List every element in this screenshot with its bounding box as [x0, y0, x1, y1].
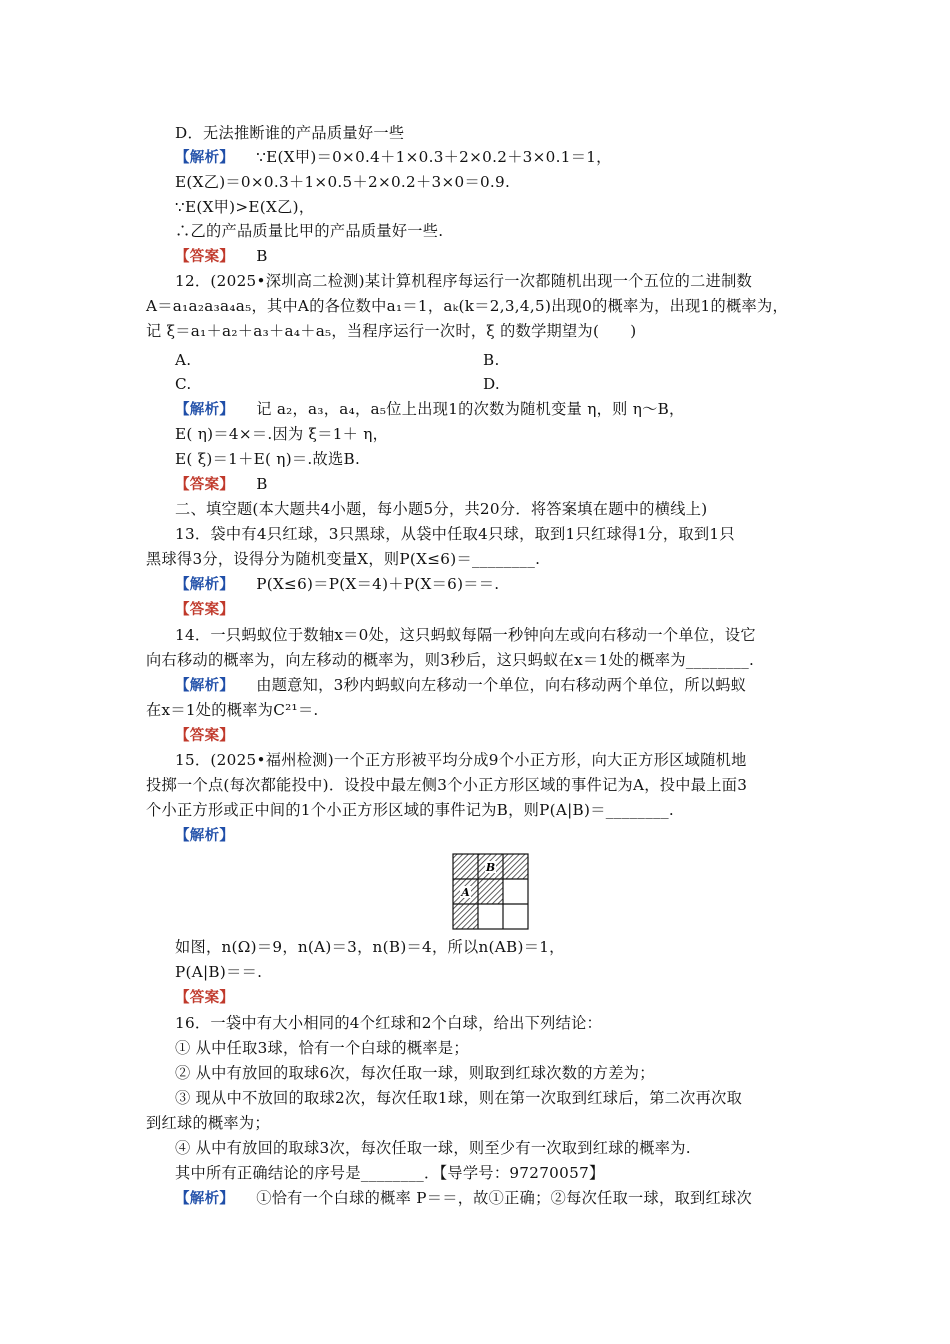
q13-line1: 13．袋中有4只红球，3只黑球，从袋中任取4只球，取到1只红球得1分，取到1只	[175, 525, 735, 543]
grid-label-a: A	[461, 886, 470, 899]
q11-solution-line1	[175, 145, 612, 170]
q12-solution-line1	[175, 397, 685, 422]
section-2-heading: 二、填空题(本大题共4小题，每小题5分，共20分．将答案填在题中的横线上)	[175, 500, 708, 518]
q12-line2: A＝a₁a₂a₃a₄a₅，其中A的各位数中a₁＝1，aₖ(k＝2,3,4,5)出现0的概率为，出现1的概率为，	[146, 297, 788, 315]
q14-solution-line1	[175, 673, 746, 698]
q16-statement-3b: 到红球的概率为；	[146, 1114, 270, 1132]
grid-cell	[453, 854, 478, 879]
solution-text: ∵E(X甲)＝0×0.4＋1×0.3＋2×0.2＋3×0.1＝1，	[256, 148, 612, 166]
answer-tag: 【答案】	[175, 728, 235, 744]
q15-solution-line1: 如图，n(Ω)＝9，n(A)＝3，n(B)＝4，所以n(AB)＝1，	[175, 938, 565, 956]
q14-line1: 14．一只蚂蚁位于数轴x＝0处，这只蚂蚁每隔一秒钟向左或向右移动一个单位，设它	[175, 626, 756, 644]
nine-square-grid-figure	[452, 853, 530, 931]
option-a: A.	[175, 351, 192, 369]
q12-line3: 记 ξ＝a₁＋a₂＋a₃＋a₄＋a₅，当程序运行一次时，ξ 的数学期望为( )	[146, 322, 637, 340]
solution-tag: 【解析】	[175, 828, 235, 844]
q16-statement-4: ④ 从中有放回的取球3次，每次任取一球，则至少有一次取到红球的概率为.	[175, 1139, 691, 1157]
q16-statement-3a: ③ 现从中不放回的取球2次，每次任取1球，则在第一次取到红球后，第二次再次取	[175, 1089, 743, 1107]
solution-tag: 【解析】	[175, 1191, 235, 1207]
solution-text: 由题意知，3秒内蚂蚁向左移动一个单位，向右移动两个单位，所以蚂蚁	[256, 676, 747, 694]
q12-options-row2	[175, 372, 192, 396]
q15-answer	[175, 985, 234, 1010]
q16-statement-1: ① 从中任取3球，恰有一个白球的概率是；	[175, 1039, 469, 1057]
q13-answer	[175, 597, 234, 622]
grid-cell	[503, 854, 528, 879]
solution-tag: 【解析】	[175, 678, 235, 694]
q14-solution-line2: 在x＝1处的概率为C²¹＝.	[146, 701, 319, 719]
answer-tag: 【答案】	[175, 477, 235, 493]
answer-tag: 【答案】	[175, 990, 235, 1006]
q14-line2: 向右移动的概率为，向左移动的概率为，则3秒后，这只蚂蚁在x＝1处的概率为________.	[146, 651, 755, 669]
q15-line1: 15．(2025•福州检测)一个正方形被平均分成9个小正方形，向大正方形区域随机地	[175, 751, 747, 769]
grid-cell	[503, 879, 528, 904]
q13-solution	[175, 572, 499, 597]
option-d: D.	[483, 375, 501, 393]
grid-cell	[478, 904, 503, 929]
q12-line1: 12．(2025•深圳高二检测)某计算机程序每运行一次都随机出现一个五位的二进制数	[175, 272, 753, 290]
grid-cell	[478, 879, 503, 904]
q11-solution-line4: ∴乙的产品质量比甲的产品质量好一些.	[175, 222, 444, 240]
option-b: B.	[483, 351, 500, 369]
solution-tag: 【解析】	[175, 402, 235, 418]
solution-text: 记 a₂，a₃，a₄，a₅位上出现1的次数为随机变量 η，则 η～B，	[256, 400, 685, 418]
answer-text: B	[256, 475, 268, 493]
q12-answer	[175, 472, 268, 497]
option-d: D．无法推断谁的产品质量好一些	[175, 124, 405, 142]
answer-tag: 【答案】	[175, 602, 235, 618]
q14-answer	[175, 723, 234, 748]
grid-cell	[453, 904, 478, 929]
grid-label-b: B	[485, 861, 496, 874]
q16-question: 其中所有正确结论的序号是________．【导学号：97270057】	[175, 1164, 605, 1182]
solution-tag: 【解析】	[175, 150, 235, 166]
q15-solution-tag-line	[175, 823, 234, 848]
q16-line1: 16．一袋中有大小相同的4个红球和2个白球，给出下列结论：	[175, 1014, 603, 1032]
answer-tag: 【答案】	[175, 249, 235, 265]
q12-solution-line2: E( η)＝4×＝.因为 ξ＝1＋ η，	[175, 425, 389, 443]
q15-solution-line2: P(A|B)＝＝.	[175, 963, 263, 981]
q11-answer	[175, 244, 268, 269]
q11-solution-line3: ∵E(X甲)>E(X乙)，	[175, 198, 315, 216]
solution-text: P(X≤6)＝P(X＝4)＋P(X＝6)＝＝.	[256, 575, 500, 593]
q16-solution	[175, 1186, 752, 1211]
q16-statement-2: ② 从中有放回的取球6次，每次任取一球，则取到红球次数的方差为；	[175, 1064, 655, 1082]
q15-line3: 个小正方形或正中间的1个小正方形区域的事件记为B，则P(A|B)＝________.	[146, 801, 675, 819]
option-c: C.	[175, 375, 192, 393]
q15-line2: 投掷一个点(每次都能投中)．设投中最左侧3个小正方形区域的事件记为A，投中最上面3	[146, 776, 748, 794]
solution-tag: 【解析】	[175, 577, 235, 593]
q12-options-row1	[175, 348, 191, 372]
grid-cell	[503, 904, 528, 929]
q11-solution-line2: E(X乙)＝0×0.3＋1×0.5＋2×0.2＋3×0＝0.9.	[175, 173, 511, 191]
q12-solution-line3: E( ξ)＝1＋E( η)＝.故选B.	[175, 450, 361, 468]
answer-text: B	[256, 247, 268, 265]
q13-line2: 黑球得3分，设得分为随机变量X，则P(X≤6)＝________.	[146, 550, 541, 568]
solution-text: ①恰有一个白球的概率 P＝＝，故①正确；②每次任取一球，取到红球次	[256, 1189, 752, 1207]
